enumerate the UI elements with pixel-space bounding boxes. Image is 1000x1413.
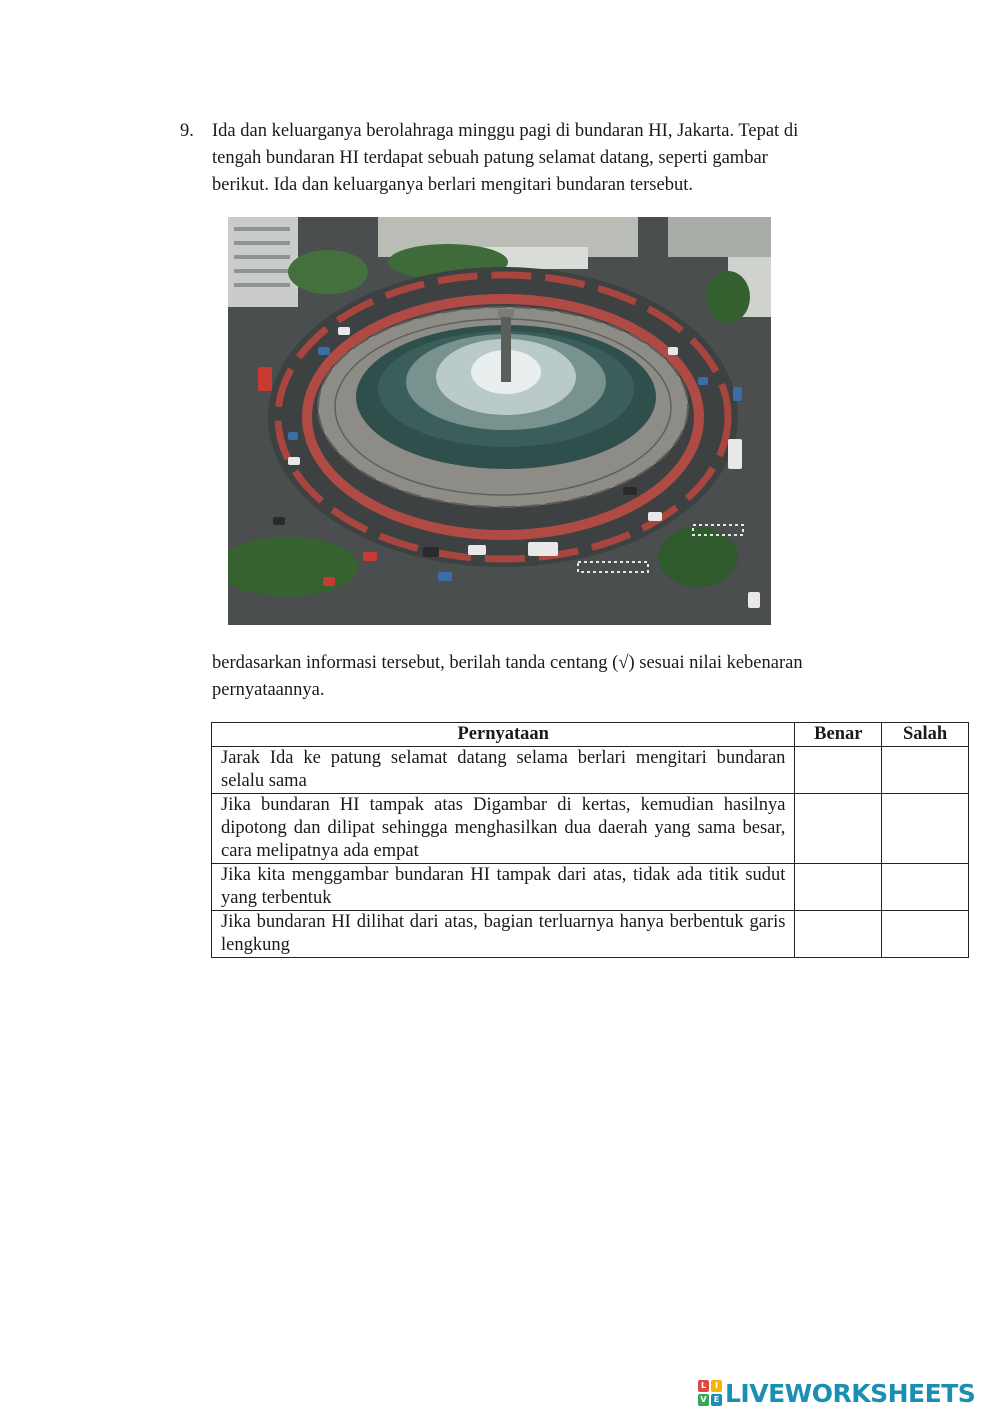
statement-cell: Jika bundaran HI dilihat dari atas, bagian terluarnya hanya berbentuk garis lengkung xyxy=(212,911,795,958)
liveworksheets-logo xyxy=(698,1378,975,1408)
benar-checkbox-cell[interactable] xyxy=(795,747,882,794)
header-false: Salah xyxy=(882,723,969,747)
header-statement: Pernyataan xyxy=(212,723,795,747)
salah-checkbox-cell[interactable] xyxy=(882,794,969,864)
table-row xyxy=(212,911,969,958)
salah-checkbox-cell[interactable] xyxy=(882,864,969,911)
table-row xyxy=(212,864,969,911)
roundabout-photo xyxy=(228,217,771,625)
question-line: tengah bundaran HI terdapat sebuah patung selamat datang, seperti gambar xyxy=(212,148,768,168)
logo-letter: L xyxy=(698,1380,709,1392)
statement-cell: Jika kita menggambar bundaran HI tampak dari atas, tidak ada titik sudut yang terbentuk xyxy=(212,864,795,911)
benar-checkbox-cell[interactable] xyxy=(795,864,882,911)
instruction-line: pernyataannya. xyxy=(212,680,325,700)
question-text xyxy=(212,118,862,199)
statement-table xyxy=(211,722,969,958)
salah-checkbox-cell[interactable] xyxy=(882,747,969,794)
table-row xyxy=(212,747,969,794)
instruction-text xyxy=(212,650,912,704)
question-line: berikut. Ida dan keluarganya berlari mengitari bundaran tersebut. xyxy=(212,175,693,195)
logo-letter: V xyxy=(698,1394,709,1406)
logo-text: LIVEWORKSHEETS xyxy=(725,1378,976,1408)
logo-letter: E xyxy=(711,1394,722,1406)
benar-checkbox-cell[interactable] xyxy=(795,911,882,958)
header-true: Benar xyxy=(795,723,882,747)
question-number: 9. xyxy=(180,121,194,141)
question-line: Ida dan keluarganya berolahraga minggu pagi di bundaran HI, Jakarta. Tepat di xyxy=(212,121,799,141)
benar-checkbox-cell[interactable] xyxy=(795,794,882,864)
logo-mark-icon xyxy=(698,1380,722,1406)
table-row xyxy=(212,794,969,864)
logo-letter: I xyxy=(711,1380,722,1392)
statement-cell: Jarak Ida ke patung selamat datang selama berlari mengitari bundaran selalu sama xyxy=(212,747,795,794)
table-header-row xyxy=(212,723,969,747)
instruction-line: berdasarkan informasi tersebut, berilah tanda centang (√) sesuai nilai kebenaran xyxy=(212,653,803,673)
salah-checkbox-cell[interactable] xyxy=(882,911,969,958)
statement-cell: Jika bundaran HI tampak atas Digambar di kertas, kemudian hasilnya dipotong dan dilipat sehingga menghasilkan dua daerah yang sama besar, cara melipatnya ada empat xyxy=(212,794,795,864)
